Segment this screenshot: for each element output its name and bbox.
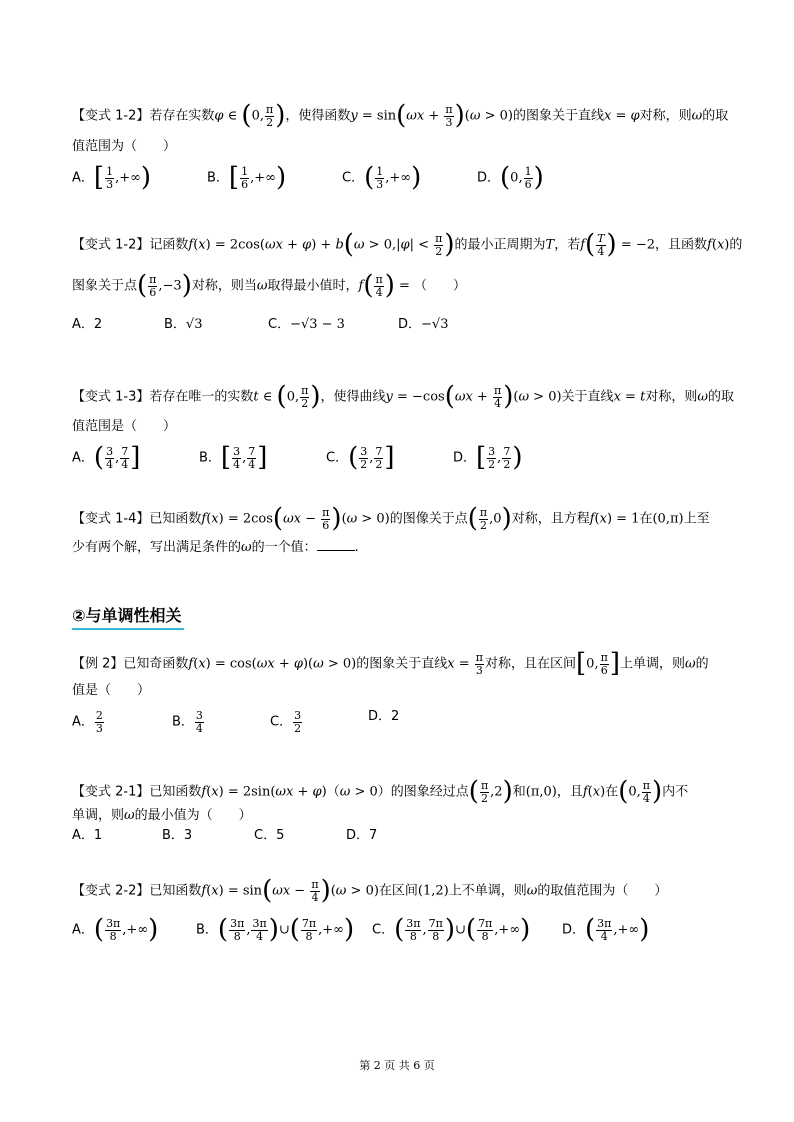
- option-b[interactable]: B．√3: [164, 317, 203, 332]
- problem-3-line-2: 值范围是（ ）: [72, 419, 177, 434]
- option-b[interactable]: B． $\frac{3}{4}$: [172, 709, 203, 735]
- option-d[interactable]: D．[ $\frac{3}{2}$ , $\frac{7}{2}$ ): [453, 442, 523, 473]
- problem-7-tag: 【变式 2-2】: [72, 883, 150, 899]
- problem-5-tag: 【例 2】: [72, 656, 124, 672]
- problem-2-tag: 【变式 1-2】: [72, 237, 150, 253]
- option-b[interactable]: B．( $\frac{3\pi}{8}$ , $\frac{3\pi}{4}$ )∪( $\frac{7\pi}{8}$ ,+∞): [196, 914, 355, 945]
- option-c[interactable]: C． $\frac{3}{2}$: [270, 709, 302, 735]
- option-a[interactable]: A．[ $\frac{1}{3}$ ,+∞): [72, 162, 152, 193]
- option-c[interactable]: C．( $\frac{3\pi}{8}$ , $\frac{7\pi}{8}$ )∪( $\frac{7\pi}{8}$ ,+∞): [372, 914, 531, 945]
- problem-5-line-2: 值是（ ）: [72, 683, 151, 698]
- problem-4-tag: 【变式 1-4】: [72, 511, 150, 527]
- option-b[interactable]: B．[ $\frac{1}{6}$ ,+∞): [207, 162, 287, 193]
- option-d[interactable]: D．−√3: [398, 317, 449, 332]
- section-title: ②与单调性相关: [72, 603, 182, 626]
- option-c[interactable]: C．5: [254, 828, 285, 843]
- problem-1-line-2: 值范围为（ ）: [72, 139, 177, 154]
- option-a[interactable]: A．( $\frac{3}{4}$ , $\frac{7}{4}$ ]: [72, 442, 141, 473]
- option-a[interactable]: A．2: [72, 317, 103, 332]
- problem-4-line-1: 【变式 1-4】已知函数f(x) = 2cos(ωx − $\frac{\pi}{6}$ )(ω > 0)的图像关于点( $\frac{\pi}{2}$ ,0)对称，且方程f(x) = 1在(0,π)上至: [72, 503, 710, 534]
- section-underline: [72, 628, 184, 630]
- option-d[interactable]: D．(0, $\frac{1}{6}$ ): [477, 162, 544, 193]
- problem-6-line-1: 【变式 2-1】已知函数f(x) = 2sin(ωx + φ)（ω > 0）的图象经过点( $\frac{\pi}{2}$ ,2)和(π,0)，且f(x)在(0, $\frac{\pi}{4}$ )内不: [72, 776, 689, 807]
- problem-3-line-1: 【变式 1-3】若存在唯一的实数t ∈ (0, $\frac{\pi}{2}$ )，使得曲线y = −cos(ωx + $\frac{\pi}{4}$ )(ω > 0)关于直线x = t对称，则ω的取: [72, 381, 734, 412]
- option-d[interactable]: D．2: [368, 709, 400, 724]
- option-b[interactable]: B．3: [162, 828, 193, 843]
- problem-4-line-2: 少有两个解，写出满足条件的ω的一个值： .: [72, 540, 359, 555]
- problem-2-line-2: 图象关于点( $\frac{\pi}{6}$ ,−3)对称，则当ω取得最小值时，f( $\frac{\pi}{4}$ ) = （ ）: [72, 270, 467, 301]
- answer-blank[interactable]: [317, 550, 355, 551]
- problem-1-tag: 【变式 1-2】: [72, 108, 150, 124]
- option-c[interactable]: C．( $\frac{3}{2}$ , $\frac{7}{2}$ ]: [326, 442, 395, 473]
- option-b[interactable]: B．[ $\frac{3}{4}$ , $\frac{7}{4}$ ]: [199, 442, 268, 473]
- problem-5-line-1: 【例 2】已知奇函数f(x) = cos(ωx + φ)(ω > 0)的图象关于直线x = $\frac{\pi}{3}$ 对称，且在区间[0, $\frac{\pi}{6}$ ]上单调，则ω的: [72, 648, 709, 679]
- option-a[interactable]: A．( $\frac{3\pi}{8}$ ,+∞): [72, 914, 159, 945]
- option-c[interactable]: C．−√3 − 3: [268, 317, 345, 332]
- problem-7-line-1: 【变式 2-2】已知函数f(x) = sin(ωx − $\frac{\pi}{4}$ )(ω > 0)在区间(1,2)上不单调，则ω的取值范围为（ ）: [72, 875, 668, 906]
- option-a[interactable]: A． $\frac{2}{3}$: [72, 709, 103, 735]
- problem-2-line-1: 【变式 1-2】记函数f(x) = 2cos(ωx + φ) + b(ω > 0,|φ| < $\frac{\pi}{2}$ )的最小正周期为T，若f( $\frac{T}{4}$ ) = −2，且函数f(x)的: [72, 229, 743, 260]
- problem-6-line-2: 单调，则ω的最小值为（ ）: [72, 808, 252, 823]
- option-d[interactable]: D．( $\frac{3\pi}{4}$ ,+∞): [562, 914, 650, 945]
- option-c[interactable]: C．( $\frac{1}{3}$ ,+∞): [342, 162, 422, 193]
- option-a[interactable]: A．1: [72, 828, 103, 843]
- page-footer: 第 2 页 共 6 页: [359, 1059, 435, 1072]
- problem-1-line-1: 【变式 1-2】若存在实数φ ∈ (0, $\frac{\pi}{2}$ )，使得函数y = sin(ωx + $\frac{\pi}{3}$ )(ω > 0)的图象关于直线x = φ对称，则ω的取: [72, 100, 729, 131]
- problem-3-tag: 【变式 1-3】: [72, 389, 150, 405]
- option-d[interactable]: D．7: [346, 828, 378, 843]
- problem-6-tag: 【变式 2-1】: [72, 784, 150, 800]
